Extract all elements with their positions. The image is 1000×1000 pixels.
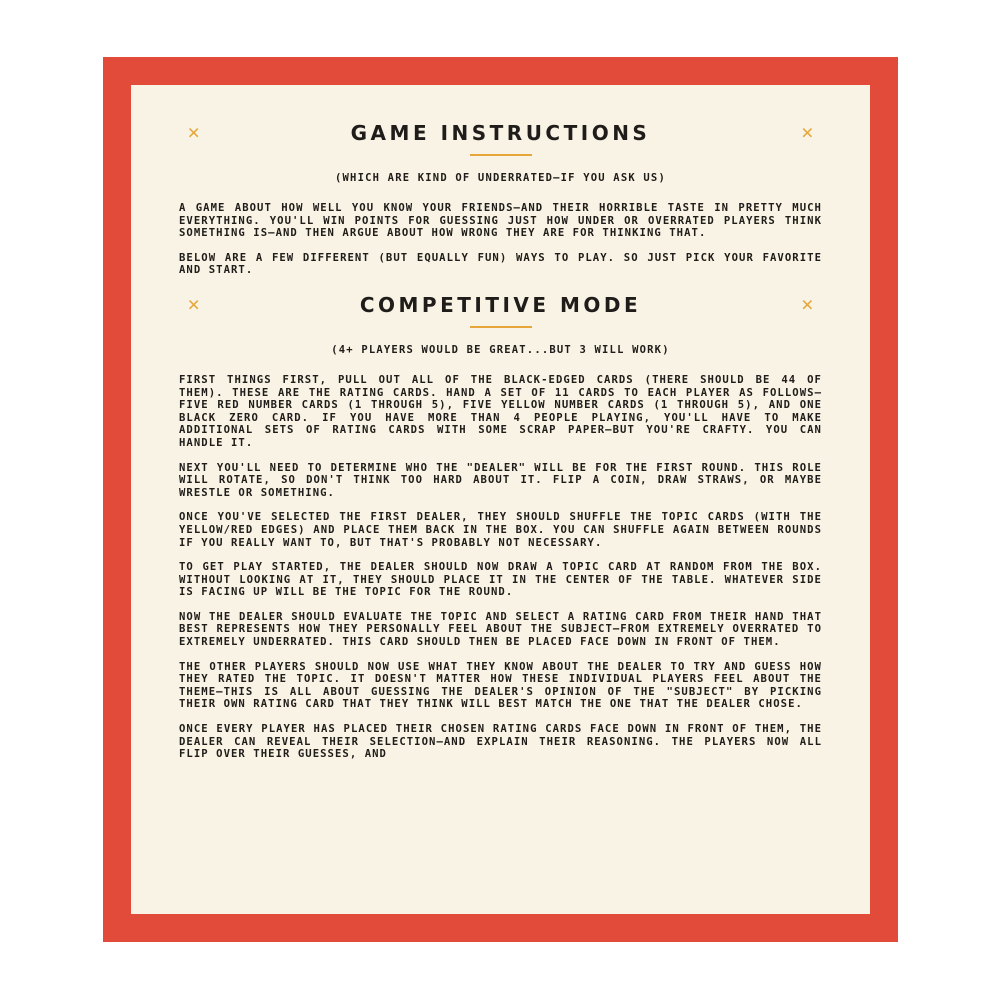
paragraph: FIRST THINGS FIRST, PULL OUT ALL OF THE BLACK-EDGED CARDS (THERE SHOULD BE 44 OF THEM). THESE ARE THE RATING CARDS. HAND A SET OF 11 CARDS TO EACH PLAYER AS FOLLOWS—FIVE RED NUMBER CARDS (1 THROUGH 5), FIVE YELLOW NUMBER CARDS (1 THROUGH 5), AND ONE BLACK ZERO CARD. IF YOU HAVE MORE THAN 4 PEOPLE PLAYING, YOU'LL HAVE TO MAKE ADDITIONAL SETS OF RATING CARDS WITH SOME SCRAP PAPER—BUT YOU'RE CRAFTY. YOU CAN HANDLE IT.: [179, 373, 822, 449]
red-border-frame: [103, 57, 898, 942]
paragraph: BELOW ARE A FEW DIFFERENT (BUT EQUALLY FUN) WAYS TO PLAY. SO JUST PICK YOUR FAVORITE AND START.: [179, 251, 822, 277]
paragraph: TO GET PLAY STARTED, THE DEALER SHOULD NOW DRAW A TOPIC CARD AT RANDOM FROM THE BOX. WITHOUT LOOKING AT IT, THEY SHOULD PLACE IT IN THE CENTER OF THE TABLE. WHATEVER SIDE IS FACING UP WILL BE THE TOPIC FOR THE ROUND.: [179, 561, 822, 599]
title-underline: [470, 326, 532, 328]
paragraph: THE OTHER PLAYERS SHOULD NOW USE WHAT THEY KNOW ABOUT THE DEALER TO TRY AND GUESS HOW THEY RATED THE TOPIC. IT DOESN'T MATTER HOW THESE INDIVIDUAL PLAYERS FEEL ABOUT THE THEME—THIS IS ALL ABOUT GUESSING THE DEALER'S OPINION OF THE "SUBJECT" BY PICKING THEIR OWN RATING CARD THAT THEY THINK WILL BEST MATCH THE ONE THAT THE DEALER CHOSE.: [179, 660, 822, 711]
section-subtitle: (4+ PLAYERS WOULD BE GREAT...BUT 3 WILL WORK): [331, 343, 670, 356]
paragraph: NEXT YOU'LL NEED TO DETERMINE WHO THE "DEALER" WILL BE FOR THE FIRST ROUND. THIS ROLE WILL ROTATE, SO DON'T THINK TOO HARD ABOUT IT. FLIP A COIN, DRAW STRAWS, OR MAYBE WRESTLE OR SOMETHING.: [179, 461, 822, 499]
paragraph: ONCE EVERY PLAYER HAS PLACED THEIR CHOSEN RATING CARDS FACE DOWN IN FRONT OF THEM, THE DEALER CAN REVEAL THEIR SELECTION—AND EXPLAIN THEIR REASONING. THE PLAYERS NOW ALL FLIP OVER THEIR GUESSES, AND: [179, 723, 822, 761]
paragraph: NOW THE DEALER SHOULD EVALUATE THE TOPIC AND SELECT A RATING CARD FROM THEIR HAND THAT BEST REPRESENTS HOW THEY PERSONALLY FEEL ABOUT THE SUBJECT—FROM EXTREMELY OVERRATED TO EXTREMELY UNDERRATED. THIS CARD SHOULD THEN BE PLACED FACE DOWN IN FRONT OF THEM.: [179, 610, 822, 649]
section-title: COMPETITIVE MODE: [359, 292, 642, 317]
title-underline: [470, 154, 532, 156]
cross-x-icon: ✕: [800, 123, 814, 143]
instruction-card: [131, 85, 870, 914]
paragraph: A GAME ABOUT HOW WELL YOU KNOW YOUR FRIENDS—AND THEIR HORRIBLE TASTE IN PRETTY MUCH EVERYTHING. YOU'LL WIN POINTS FOR GUESSING JUST HOW UNDER OR OVERRATED PLAYERS THINK SOMETHING IS—AND THEN ARGUE ABOUT HOW WRONG THEY ARE FOR THINKING THAT.: [179, 202, 822, 240]
cross-x-icon: ✕: [187, 123, 201, 143]
section-header-game-instructions: [179, 121, 822, 145]
cross-x-icon: ✕: [187, 295, 201, 315]
section-title: GAME INSTRUCTIONS: [350, 121, 651, 145]
paragraph: ONCE YOU'VE SELECTED THE FIRST DEALER, THEY SHOULD SHUFFLE THE TOPIC CARDS (WITH THE YELLOW/RED EDGES) AND PLACE THEM BACK IN THE BOX. YOU CAN SHUFFLE AGAIN BETWEEN ROUNDS IF YOU REALLY WANT TO, BUT THAT'S PROBABLY NOT NECESSARY.: [179, 511, 822, 549]
section-subtitle: (WHICH ARE KIND OF UNDERRATED—IF YOU ASK US): [335, 172, 666, 184]
section-header-competitive-mode: [179, 293, 822, 317]
card-content: [179, 85, 822, 761]
cross-x-icon: ✕: [800, 295, 814, 315]
